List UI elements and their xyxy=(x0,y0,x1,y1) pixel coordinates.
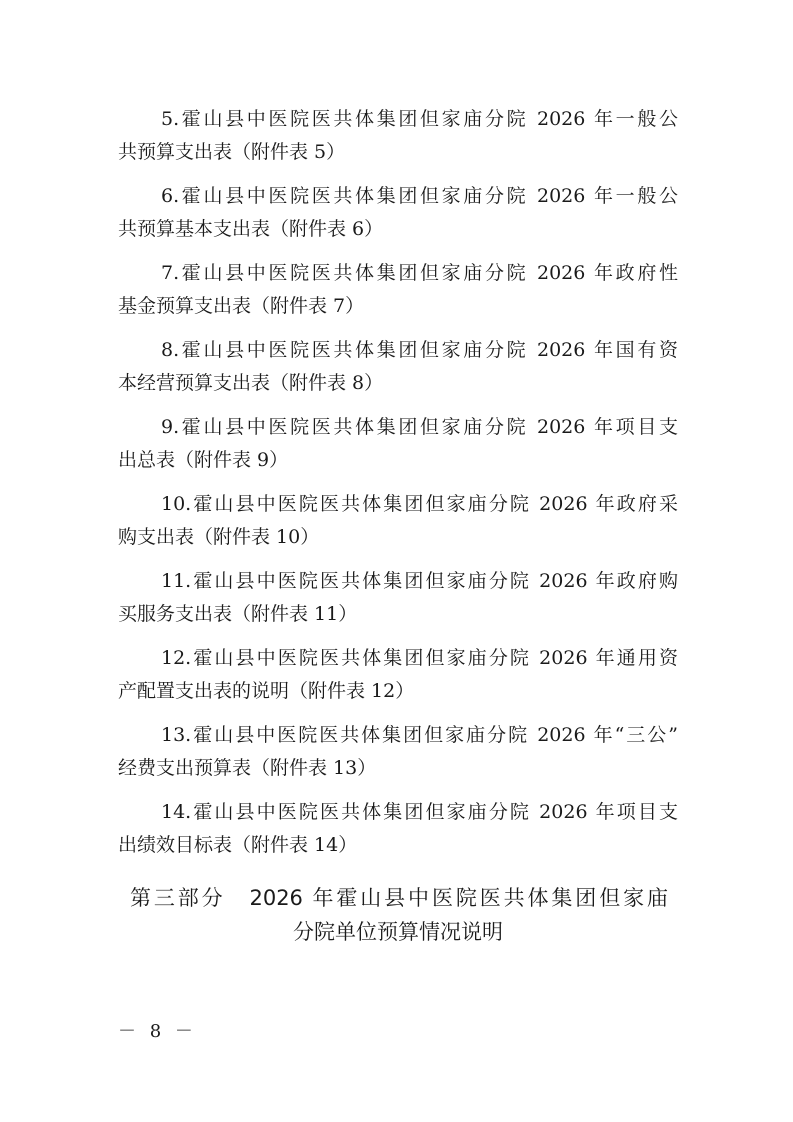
list-item-line-2: 共预算支出表（附件表 5） xyxy=(118,141,346,163)
list-item-line-2: 买服务支出表（附件表 11） xyxy=(118,603,358,625)
list-item xyxy=(118,796,678,862)
list-item-line-1: 11.霍山县中医院医共体集团但家庙分院 2026 年政府购 xyxy=(161,570,678,592)
list-item xyxy=(118,565,678,631)
list-item-line-2: 经费支出预算表（附件表 13） xyxy=(118,757,377,779)
section-heading-line-2: 分院单位预算情况说明 xyxy=(293,920,503,944)
list-item-line-1: 12.霍山县中医院医共体集团但家庙分院 2026 年通用资 xyxy=(161,647,678,669)
list-item-line-1: 7.霍山县中医院医共体集团但家庙分院 2026 年政府性 xyxy=(161,262,678,284)
list-item-line-2: 出绩效目标表（附件表 14） xyxy=(118,834,358,856)
section-heading-line-1: 第三部分 2026 年霍山县中医院医共体集团但家庙 xyxy=(130,886,668,910)
list-item xyxy=(118,103,678,169)
list-item-line-2: 基金预算支出表（附件表 7） xyxy=(118,295,365,317)
attachment-list xyxy=(118,103,678,873)
list-item xyxy=(118,488,678,554)
section-heading xyxy=(118,881,678,949)
list-item-line-1: 14.霍山县中医院医共体集团但家庙分院 2026 年项目支 xyxy=(161,801,678,823)
list-item xyxy=(118,719,678,785)
list-item-line-2: 出总表（附件表 9） xyxy=(118,449,289,471)
list-item-line-2: 购支出表（附件表 10） xyxy=(118,526,320,548)
list-item xyxy=(118,257,678,323)
list-item-line-1: 13.霍山县中医院医共体集团但家庙分院 2026 年“三公” xyxy=(161,724,678,746)
list-item xyxy=(118,642,678,708)
list-item-line-2: 共预算基本支出表（附件表 6） xyxy=(118,218,384,240)
list-item xyxy=(118,334,678,400)
list-item-line-2: 产配置支出表的说明（附件表 12） xyxy=(118,680,415,702)
page-number: － 8 － xyxy=(118,1021,197,1042)
list-item-line-1: 9.霍山县中医院医共体集团但家庙分院 2026 年项目支 xyxy=(161,416,678,438)
list-item-line-1: 5.霍山县中医院医共体集团但家庙分院 2026 年一般公 xyxy=(161,108,678,130)
list-item-line-1: 10.霍山县中医院医共体集团但家庙分院 2026 年政府采 xyxy=(161,493,678,515)
list-item xyxy=(118,180,678,246)
list-item-line-1: 8.霍山县中医院医共体集团但家庙分院 2026 年国有资 xyxy=(161,339,678,361)
list-item-line-1: 6.霍山县中医院医共体集团但家庙分院 2026 年一般公 xyxy=(161,185,678,207)
list-item-line-2: 本经营预算支出表（附件表 8） xyxy=(118,372,384,394)
list-item xyxy=(118,411,678,477)
